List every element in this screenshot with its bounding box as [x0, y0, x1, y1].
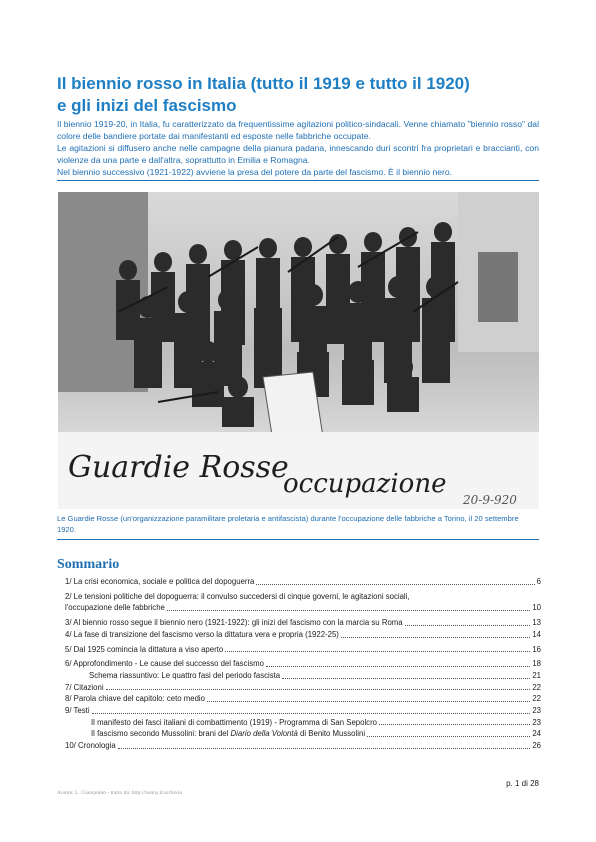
document-title	[57, 73, 547, 117]
toc-entry-3[interactable]: 3/ Al biennio rosso segue il biennio nero (1921-1922): gli inizi del fascismo con la marcia su Roma 13	[65, 618, 541, 628]
intro-paragraph-2: Le agitazioni si diffusero anche nelle campagne della pianura padana, innescando duri scontri fra proprietari e braccianti, con violenze da una parte e dall'altra, soprattutto in Emilia e Romagna.	[57, 143, 539, 166]
toc-title: Sommario	[57, 557, 120, 572]
page-number: p. 1 di 28	[506, 779, 539, 788]
toc-entry-8[interactable]: 8/ Parola chiave del capitolo: ceto medio 22	[65, 694, 541, 704]
photo-date: 20-9-920	[463, 493, 517, 507]
table-of-contents	[65, 576, 541, 752]
toc-entry-10[interactable]: 10/ Cronologia 26	[65, 741, 541, 751]
intro-block	[57, 118, 539, 181]
toc-entry-9-manifesto[interactable]: Il manifesto dei fasci italiani di combattimento (1919) - Programma di San Sepolcro 23	[91, 717, 541, 727]
photo-inscription-1: Guardie Rosse	[68, 450, 289, 485]
toc-entry-6[interactable]: 6/ Approfondimento - Le cause del successo del fascismo 18	[65, 659, 541, 669]
toc-entry-5[interactable]: 5/ Dal 1925 comincia la dittatura a viso aperto 16	[65, 644, 541, 654]
toc-entry-7[interactable]: 7/ Citazioni 22	[65, 682, 541, 692]
title-line-1: Il biennio rosso in Italia (tutto il 1919 e tutto il 1920)	[57, 74, 470, 93]
toc-entry-9-mussolini[interactable]: Il fascismo secondo Mussolini: brani del Diario della Volontà di Benito Mussolini 24	[91, 729, 541, 739]
intro-paragraph-3: Nel biennio successivo (1921-1922) avviene la presa del potere da parte del fascismo. È il biennio nero.	[57, 167, 453, 178]
footer-credit: Autore: L. Gianquinto - tratto da: http://bonny.it/archivio	[57, 790, 183, 796]
toc-entry-6-schema[interactable]: Schema riassuntivo: Le quattro fasi del periodo fascista 21	[89, 670, 541, 680]
toc-entry-4[interactable]: 4/ La fase di transizione del fascismo verso la dittatura vera e propria (1922-25) 14	[65, 629, 541, 639]
toc-entry-1[interactable]: 1/ La crisi economica, sociale e politica del dopoguerra 6	[65, 577, 541, 586]
toc-entry-2[interactable]: 2/ Le tensioni politiche del dopoguerra: il convulso succedersi di cinque governi, le agitazioni sociali, l'occupazione delle fabbriche 10	[65, 591, 541, 613]
historical-photo	[58, 192, 539, 509]
photo-caption: Le Guardie Rosse (un'organizzazione paramilitare proletaria e antifascista) durante l'occupazione delle fabbriche a Torino, il 20 settembre 1920.	[57, 513, 539, 540]
title-line-2: e gli inizi del fascismo	[57, 96, 237, 115]
toc-entry-9[interactable]: 9/ Testi 23	[65, 706, 541, 716]
photo-inscription-2: occupazione	[283, 469, 447, 499]
intro-paragraph-1: Il biennio 1919-20, in Italia, fu caratterizzato da frequentissime agitazioni politico-sindacali. Venne chiamato "biennio rosso" dal colore delle bandiere portate dai manifestanti ed esposte nelle fabbriche occupate.	[57, 119, 539, 142]
